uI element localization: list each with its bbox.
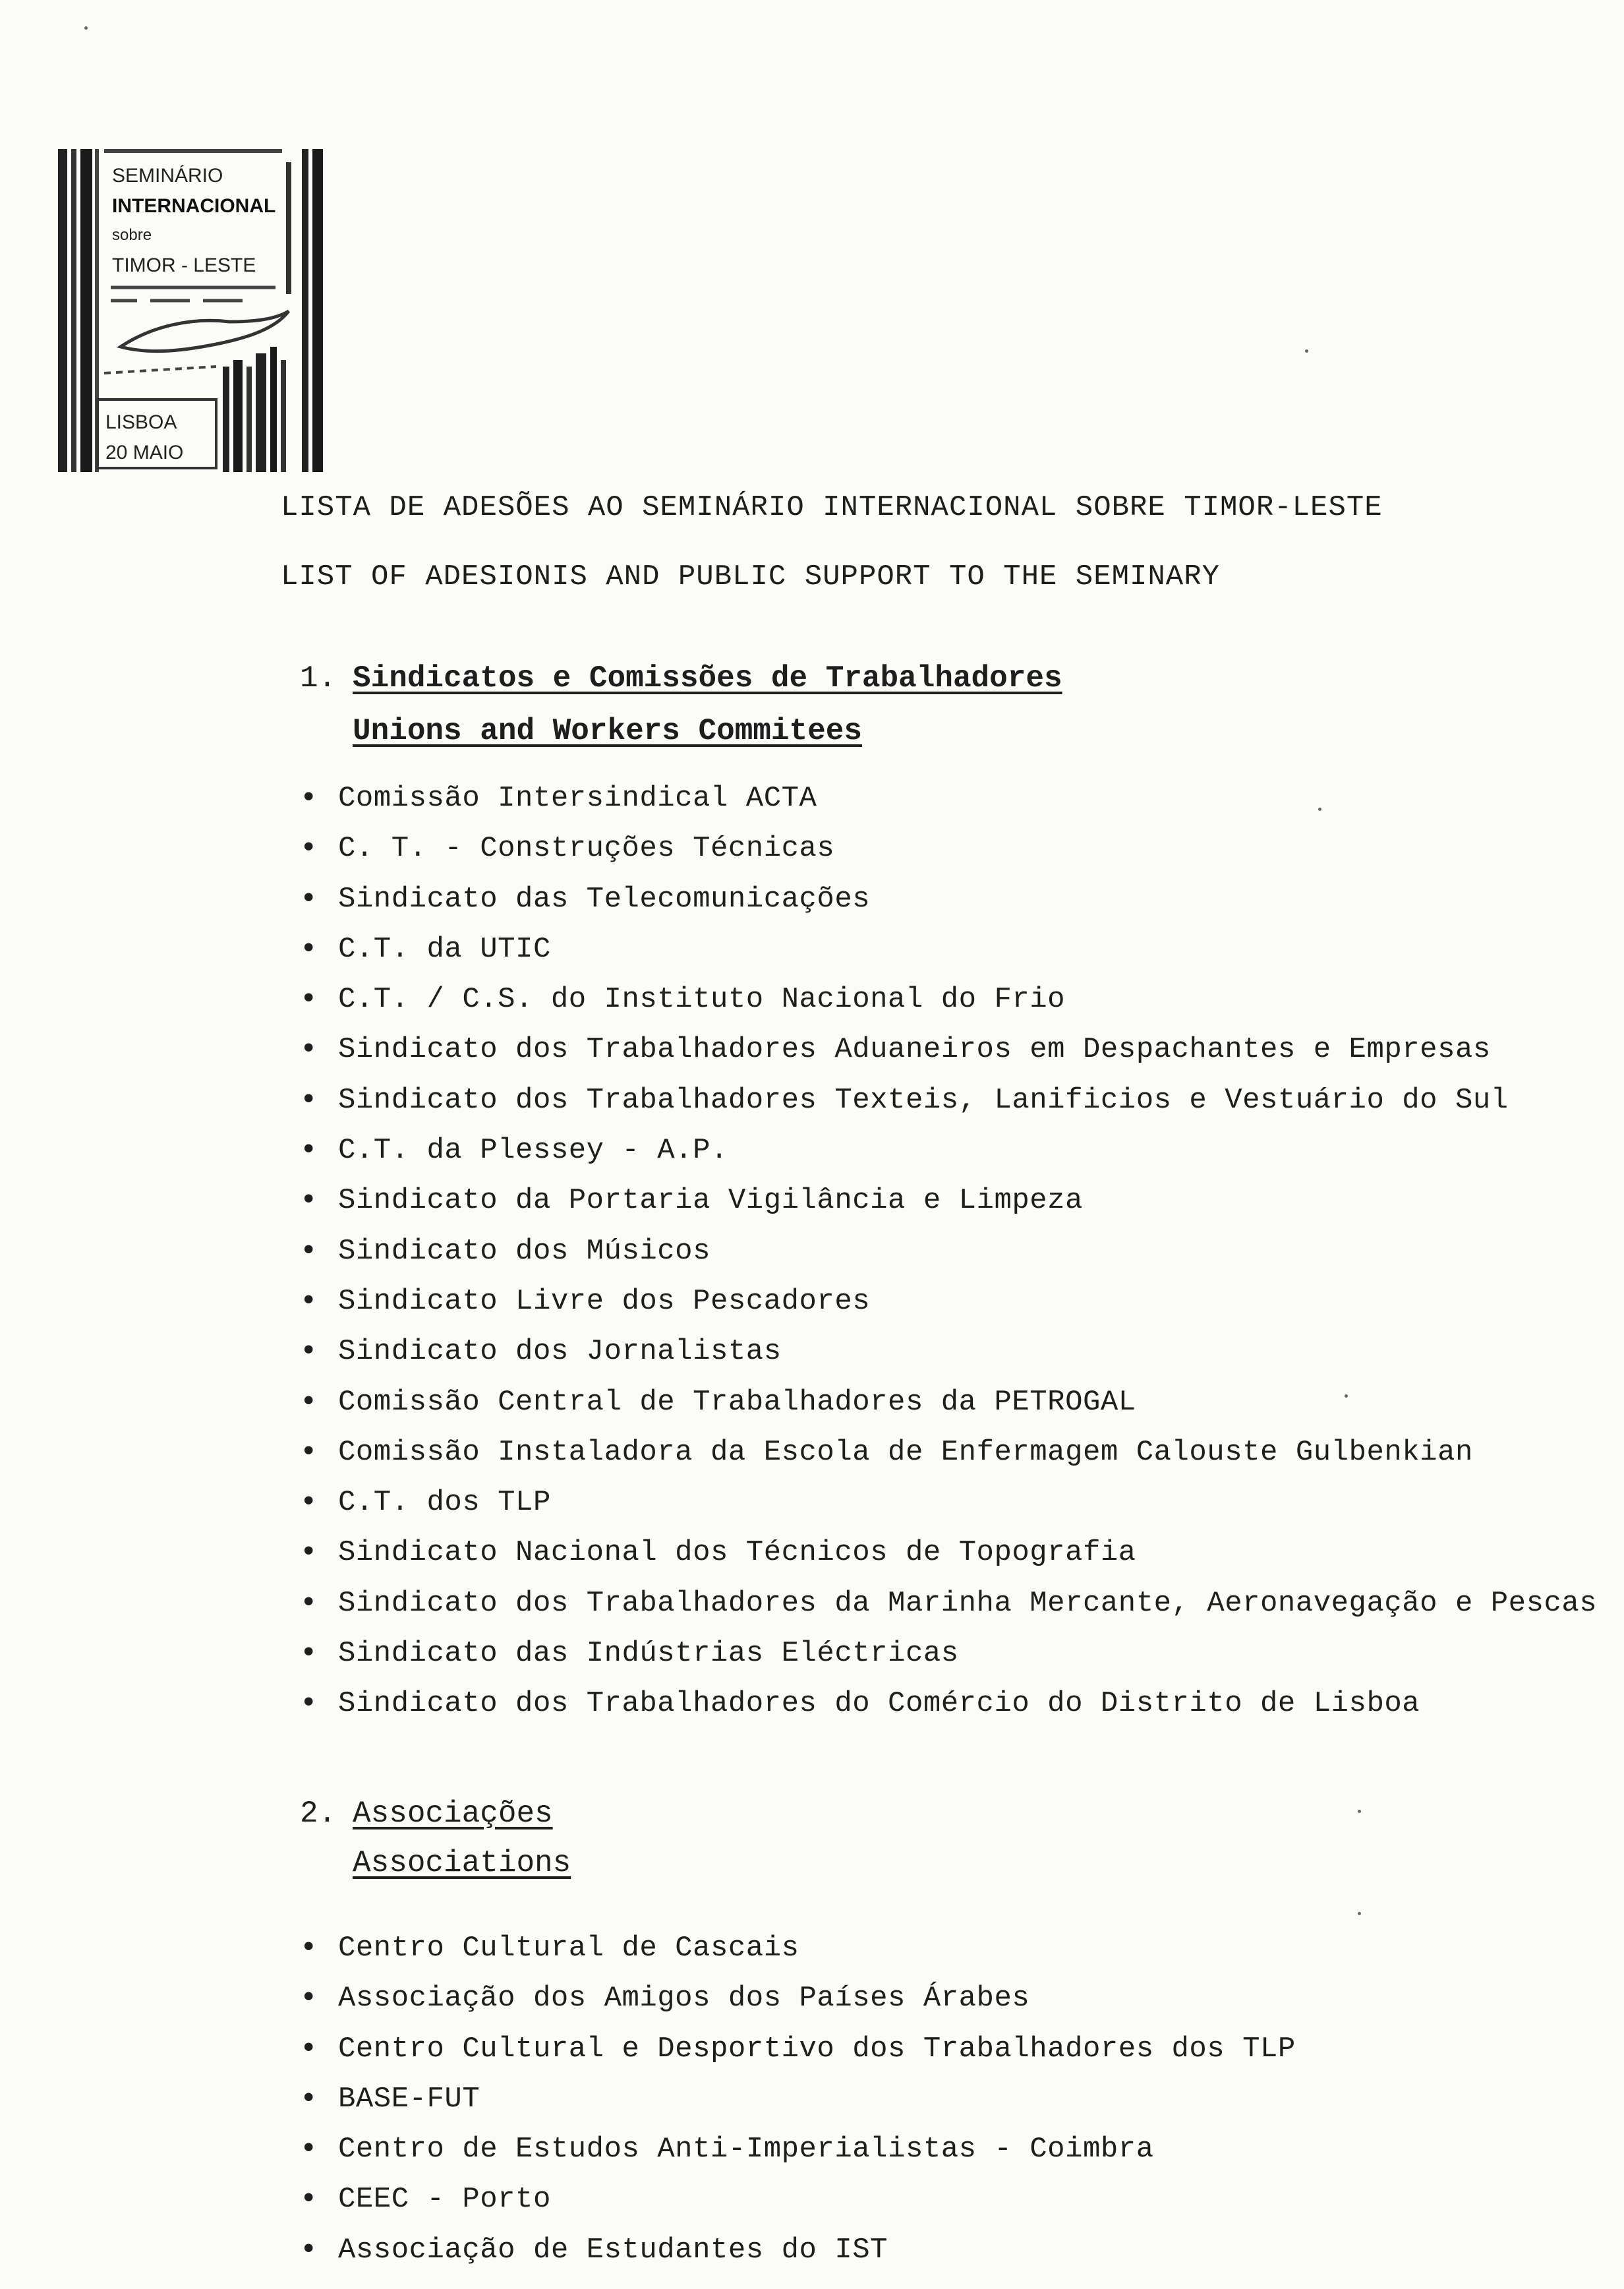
svg-text:INTERNACIONAL: INTERNACIONAL (112, 195, 276, 217)
section-2-title-pt: Associações (353, 1797, 553, 1831)
scan-speck (84, 26, 88, 30)
list-item: • C.T. dos TLP (300, 1486, 551, 1520)
scan-speck (1358, 1810, 1361, 1813)
list-item: • Sindicato dos Jornalistas (300, 1335, 782, 1369)
list-item: • C.T. / C.S. do Instituto Nacional do Frio (300, 983, 1066, 1017)
list-item: • BASE-FUT (300, 2082, 480, 2116)
svg-text:TIMOR - LESTE: TIMOR - LESTE (112, 254, 256, 276)
section-2-heading (300, 1797, 553, 1831)
list-item: • Sindicato dos Trabalhadores da Marinha Mercante, Aeronavegação e Pescas (300, 1586, 1598, 1620)
list-item: • Sindicato Nacional dos Técnicos de Topografia (300, 1536, 1136, 1570)
list-item: • Sindicato dos Músicos (300, 1234, 710, 1268)
svg-text:sobre: sobre (112, 226, 152, 244)
scan-speck (1345, 1394, 1348, 1398)
scan-speck (1305, 349, 1308, 353)
section-1-list (300, 773, 1618, 1729)
list-item: • Centro Cultural de Cascais (300, 1932, 799, 1965)
svg-text:SEMINÁRIO: SEMINÁRIO (112, 165, 223, 187)
section-1-number: 1. (300, 661, 337, 696)
list-item: • CEEC - Porto (300, 2183, 551, 2216)
section-1-title-en: Unions and Workers Commitees (353, 714, 862, 748)
list-item: • Sindicato dos Trabalhadores Aduaneiros em Despachantes e Empresas (300, 1033, 1491, 1067)
list-item: • C. T. - Construções Técnicas (300, 832, 835, 866)
title-portuguese: LISTA DE ADESÕES AO SEMINÁRIO INTERNACIONAL SOBRE TIMOR-LESTE (281, 491, 1383, 524)
list-item: • Sindicato dos Trabalhadores Texteis, Lanificios e Vestuário do Sul (300, 1083, 1509, 1117)
list-item: • C.T. da UTIC (300, 932, 551, 966)
seminar-stamp (58, 149, 323, 472)
list-item: • Sindicato das Telecomunicações (300, 882, 871, 916)
list-item: • Comissão Instaladora da Escola de Enfermagem Calouste Gulbenkian (300, 1435, 1473, 1469)
scan-speck (1358, 1912, 1361, 1915)
list-item: • Sindicato da Portaria Vigilância e Limpeza (300, 1184, 1083, 1218)
scan-speck (1318, 808, 1321, 811)
list-item: • Centro Cultural e Desportivo dos Trabalhadores dos TLP (300, 2032, 1296, 2066)
section-2-title-en: Associations (353, 1846, 571, 1880)
section-2-number: 2. (300, 1797, 337, 1831)
title-english: LIST OF ADESIONIS AND PUBLIC SUPPORT TO THE SEMINARY (281, 560, 1221, 593)
list-item: • Comissão Central de Trabalhadores da PETROGAL (300, 1385, 1136, 1419)
section-1-title-pt: Sindicatos e Comissões de Trabalhadores (353, 661, 1062, 696)
list-item: • Comissão Intersindical ACTA (300, 782, 817, 815)
svg-text:LISBOA: LISBOA (105, 411, 177, 433)
section-2-list (300, 1923, 1618, 2275)
list-item: • Sindicato Livre dos Pescadores (300, 1284, 871, 1318)
list-item: • C.T. da Plessey - A.P. (300, 1134, 728, 1168)
list-item: • Associação de Estudantes do IST (300, 2233, 888, 2267)
svg-text:20 MAIO: 20 MAIO (105, 442, 184, 463)
list-item: • Associação dos Amigos dos Países Árabes (300, 1982, 1030, 2015)
stamp-graphic (58, 149, 323, 472)
list-item: • Sindicato dos Trabalhadores do Comércio do Distrito de Lisboa (300, 1687, 1420, 1721)
section-1-heading (300, 661, 1062, 696)
list-item: • Centro de Estudos Anti-Imperialistas - Coimbra (300, 2133, 1154, 2166)
list-item: • Sindicato das Indústrias Eléctricas (300, 1637, 959, 1671)
